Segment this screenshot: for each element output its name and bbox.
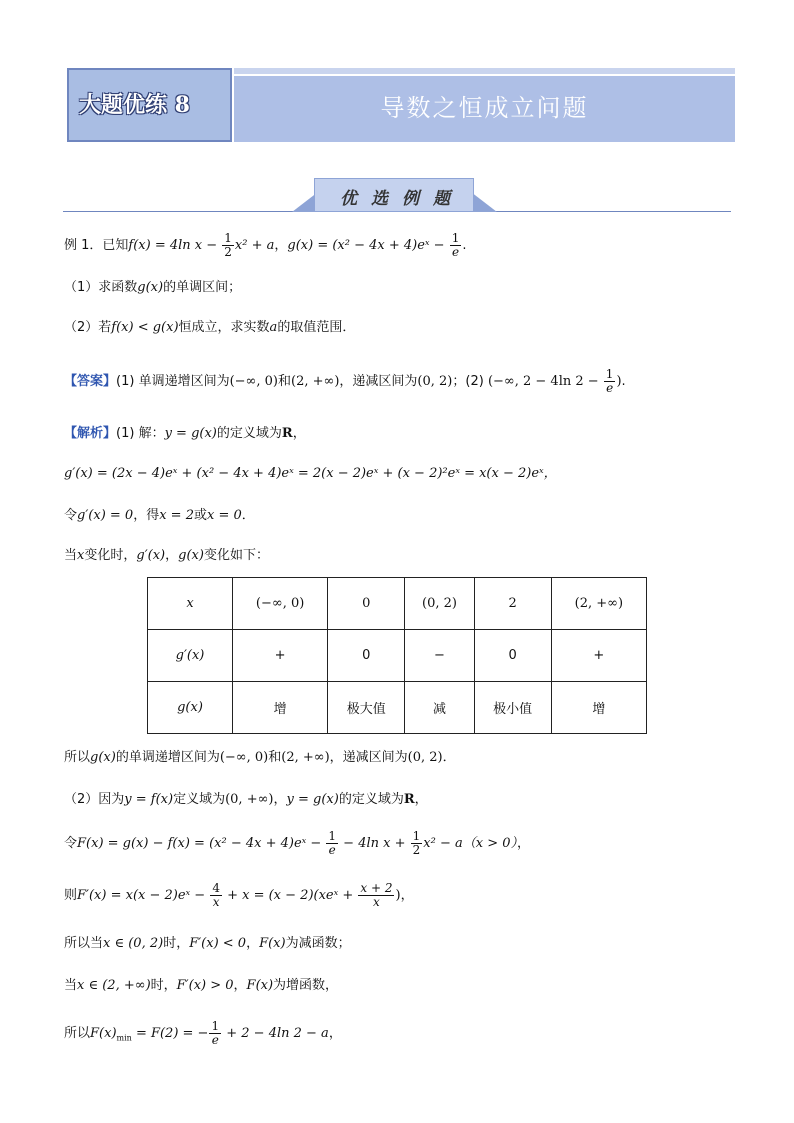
question-2-mid: 恒成立，求实数 (178, 320, 270, 335)
increasing-line (64, 976, 338, 996)
dec-pre: 所以当 (64, 936, 104, 951)
math-expr: g(x) (90, 750, 116, 765)
fraction (209, 1020, 221, 1047)
math-expr: F′(x) = x(x − 2)eˣ − (77, 888, 210, 903)
table-cell: 2 (474, 578, 551, 630)
answer-close: ) (616, 374, 622, 389)
analysis-text: (1) 解： (116, 426, 165, 441)
math-expr: g(x) (178, 548, 204, 563)
inc-mid: 时， (150, 978, 177, 993)
math-expr: F(x) (90, 1026, 117, 1041)
math-expr: + 2 − 4ln 2 − a (222, 1026, 329, 1041)
fraction (604, 368, 616, 395)
close-paren: ) (395, 888, 401, 903)
interval: (−∞, 0) (229, 374, 278, 389)
math-expr: F(x) = g(x) − f(x) = (x² − 4x + 4)eˣ − (77, 836, 326, 851)
numerator: 1 (224, 231, 232, 245)
math-expr: g(x) (137, 280, 164, 295)
question-2-end: 的取值范围． (277, 320, 356, 335)
table-cell: + (233, 630, 328, 682)
section-tab-box (314, 178, 474, 212)
math-expr: g′(x) (136, 548, 166, 563)
comma: ， (246, 936, 260, 951)
table-cell: g′(x) (148, 630, 233, 682)
variation-table (147, 577, 647, 734)
answer-and: 和 (277, 374, 291, 389)
lesson-badge (67, 68, 232, 142)
zero-line (64, 506, 255, 526)
table-cell: − (405, 630, 474, 682)
denominator: 2 (412, 843, 421, 857)
math-var: x (77, 548, 85, 563)
table-cell: + (551, 630, 646, 682)
answer-line (64, 368, 626, 395)
math-expr: F(x) (246, 978, 274, 993)
zero-pre: 令 (64, 508, 78, 523)
fraction (411, 830, 423, 857)
denominator: 2 (224, 245, 232, 259)
question-1 (64, 278, 241, 298)
domain-condition: （x > 0） (462, 836, 517, 851)
zero-mid: ，得 (133, 508, 160, 523)
answer-dec: ，递减区间为 (339, 374, 418, 389)
min-subscript: min (116, 1033, 132, 1043)
numerator: 4 (212, 881, 220, 895)
lesson-badge-text: 大题优练 8 (79, 92, 190, 118)
comma: ， (273, 792, 287, 807)
answer-range: (−∞, 2 − 4ln 2 − (487, 374, 603, 389)
dec-mid: 时， (163, 936, 190, 951)
when-mid: 变化时， (84, 548, 137, 563)
reals-symbol: R (281, 426, 293, 441)
math-expr: F′(x) < 0 (189, 936, 247, 951)
F-pre: 令 (64, 836, 78, 851)
math-var: a (269, 320, 278, 335)
numerator: 1 (451, 231, 460, 245)
math-expr: x = 0 (207, 508, 242, 523)
math-expr: x ∈ (0, 2) (103, 936, 164, 951)
F-definition-line (64, 830, 530, 857)
answer-part2: ；(2) (452, 374, 484, 389)
question-1-text: （1）求函数 (64, 280, 138, 295)
numerator: 1 (328, 829, 337, 843)
comma: ， (400, 888, 414, 903)
interval: (−∞, 0) (219, 750, 269, 765)
so-pre: 所以 (64, 750, 91, 765)
denominator: e (328, 843, 336, 857)
comma: ， (165, 548, 179, 563)
comma: ， (233, 978, 247, 993)
f-definition-rest: x² + a (234, 238, 275, 253)
reals-symbol: R (403, 792, 415, 807)
period: ． (241, 508, 255, 523)
table-cell: x (148, 578, 233, 630)
p2-mid: 定义域为 (173, 792, 226, 807)
math-expr: y = f(x) (124, 792, 174, 807)
question-1-end: 的单调区间； (163, 280, 242, 295)
math-expr: − 4ln x + (339, 836, 410, 851)
monotonic-conclusion (64, 748, 456, 768)
so-mid: 的单调递增区间为 (115, 750, 220, 765)
denominator: e (211, 1033, 219, 1047)
so-and: 和 (268, 750, 282, 765)
denominator: x (212, 895, 220, 909)
analysis-line (64, 424, 306, 444)
derivative-line: g′(x) = (2x − 4)eˣ + (x² − 4x + 4)eˣ = 2(x − 2)eˣ + (x − 2)²eˣ = x(x − 2)eˣ， (64, 466, 557, 481)
answer-text: (1) 单调递增区间为 (116, 374, 230, 389)
numerator: 1 (412, 829, 421, 843)
numerator: 1 (605, 367, 614, 381)
g-definition: g(x) = (x² − 4x + 4)eˣ − (287, 238, 449, 253)
p2-mid2: 的定义域为 (338, 792, 404, 807)
question-2 (64, 318, 355, 338)
separator: ， (274, 238, 288, 253)
period: . (621, 374, 626, 389)
p2-pre: （2）因为 (64, 792, 125, 807)
fraction (210, 882, 222, 909)
fraction (222, 232, 234, 259)
header-banner (67, 68, 735, 142)
period: . (462, 238, 467, 253)
so-dec: ，递减区间为 (329, 750, 408, 765)
table-row (148, 682, 647, 734)
table-cell: g(x) (148, 682, 233, 734)
table-row (148, 630, 647, 682)
table-row (148, 578, 647, 630)
table-cell: 减 (405, 682, 474, 734)
table-cell: (−∞, 0) (233, 578, 328, 630)
math-expr: = F(2) = − (131, 1026, 209, 1041)
math-expr: f(x) < g(x) (111, 320, 179, 335)
math-expr: x² − a (423, 836, 463, 851)
numerator: x + 2 (360, 881, 393, 895)
f-definition: f(x) = 4ln x − (128, 238, 222, 253)
problem-prefix: 例 1．已知 (64, 238, 129, 253)
comma: ， (292, 426, 306, 441)
table-cell: (0, 2) (405, 578, 474, 630)
Fp-pre: 则 (64, 888, 78, 903)
analysis-tag: 【解析】 (64, 426, 117, 441)
fraction (358, 882, 394, 909)
math-expr: x = 2 (159, 508, 194, 523)
question-2-text: （2）若 (64, 320, 112, 335)
math-expr: y = g(x) (164, 426, 217, 441)
problem-statement (64, 232, 466, 259)
interval: (2, +∞) (281, 750, 330, 765)
denominator: e (606, 381, 614, 395)
zero-or: 或 (193, 508, 207, 523)
interval: (0, 2) (417, 374, 453, 389)
table-cell: 增 (233, 682, 328, 734)
page-title: 导数之恒成立问题 (380, 94, 589, 122)
math-expr: F(x) (259, 936, 286, 951)
math-expr: y = g(x) (286, 792, 339, 807)
when-pre: 当 (64, 548, 78, 563)
minimum-line (64, 1020, 342, 1049)
denominator: e (451, 245, 460, 259)
math-expr: F′(x) > 0 (176, 978, 234, 993)
interval: (0, +∞) (225, 792, 274, 807)
table-cell: 极小值 (474, 682, 551, 734)
section-tab (292, 178, 497, 212)
part2-intro (64, 790, 428, 810)
interval: (2, +∞) (291, 374, 340, 389)
comma: ， (414, 792, 428, 807)
when-end: 变化如下： (203, 548, 269, 563)
table-cell: 0 (328, 630, 405, 682)
comma: ， (328, 1026, 342, 1041)
inc-end: 为增函数， (273, 978, 339, 993)
F-derivative-line (64, 882, 414, 909)
inc-pre: 当 (64, 978, 78, 993)
table-cell: 0 (474, 630, 551, 682)
denominator: x (373, 895, 380, 909)
section-label: 优选例题 (340, 189, 464, 209)
answer-tag: 【答案】 (64, 374, 117, 389)
math-expr: + x = (x − 2)(xeˣ + (222, 888, 358, 903)
interval: (0, 2) (407, 750, 443, 765)
comma: ， (517, 836, 531, 851)
table-cell: 0 (328, 578, 405, 630)
variation-intro (64, 546, 269, 566)
fraction (450, 232, 462, 259)
table-cell: 极大值 (328, 682, 405, 734)
period: ． (442, 750, 456, 765)
numerator: 1 (211, 1019, 220, 1033)
banner-title-bar (234, 76, 735, 142)
table-cell: 增 (551, 682, 646, 734)
decreasing-line (64, 934, 351, 954)
dec-end: 为减函数； (285, 936, 351, 951)
banner-accent-strip (234, 68, 735, 74)
math-expr: g′(x) = 0 (77, 508, 134, 523)
fraction (326, 830, 338, 857)
analysis-mid: 的定义域为 (216, 426, 282, 441)
math-expr: x ∈ (2, +∞) (77, 978, 151, 993)
min-pre: 所以 (64, 1026, 91, 1041)
table-cell: (2, +∞) (551, 578, 646, 630)
